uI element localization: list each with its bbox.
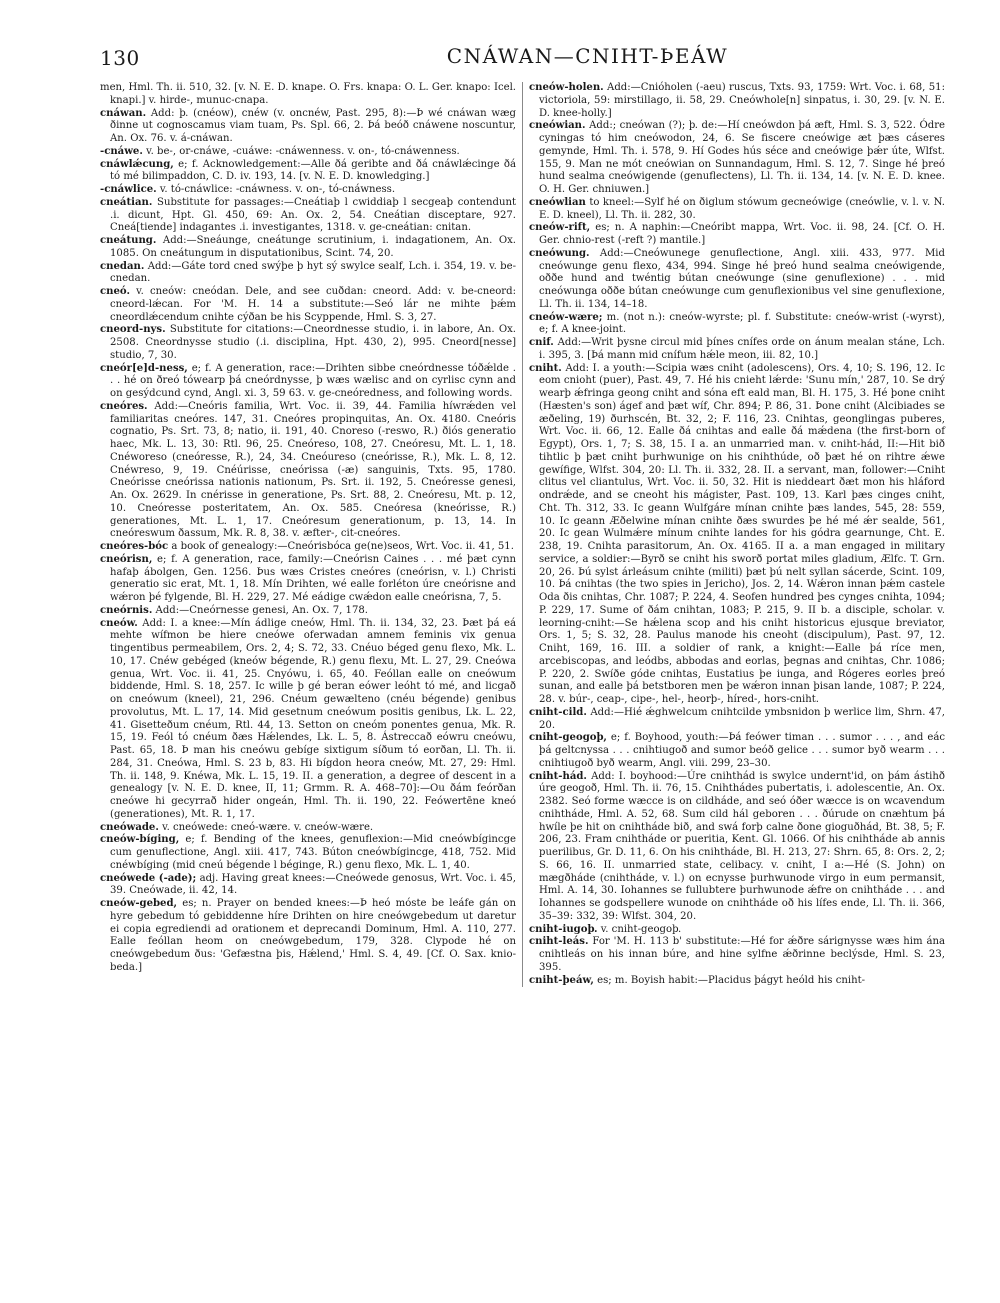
entry-headword: cniht-leás.: [528, 936, 589, 948]
entry-headword: cneówung.: [528, 247, 590, 259]
dictionary-entry: [529, 120, 945, 197]
entry-text: Add:—Cnióholen (-aeu) ruscus, Txts. 93, 1759: Wrt. Voc. i. 68, 51: victoriola, 59: mirstillago, ii. 58, 29. Cneówhole[n] sinpatus, i. 30, 29. [v. N. E. D. knee-holly.]: [538, 82, 945, 119]
entry-text: v. be-, or-cnáwe, -cuáwe: -cnáwenness. v. on-, tó-cnáwenness.: [146, 145, 460, 157]
entry-headword: cneord-nys.: [100, 324, 166, 336]
entry-headword: cneów-holen.: [528, 82, 604, 93]
entry-text: Add:—Hié ǽghwelcum cnihtcilde ymbsnidon þ werlice lim, Shrn. 47, 20.: [538, 706, 945, 731]
entry-headword: cniht-hád.: [528, 770, 587, 782]
entry-headword: cnedan.: [100, 260, 145, 272]
dictionary-entry: [529, 707, 945, 733]
dictionary-entry: [100, 898, 516, 975]
entry-headword: cneó.: [100, 286, 130, 297]
entry-headword: cniht-iugoþ.: [528, 923, 598, 935]
entry-headword: cniht-þeáw,: [528, 974, 594, 986]
entry-headword: cniht-cild.: [528, 706, 587, 718]
dictionary-entry: [100, 401, 516, 541]
entry-text: Add: I. a knee:—Mín ádlige cneów, Hml. Th. ii. 134, 32, 23. Þæt þá eá mehte wífmon be hiere cneówe oferwadan amnem feminis vix genua tingentibus permeabilem, Ors. 2, 4; S. 72, 33. Cnéuo béged genu flexo, Mk. L. 10, 17. Cnéw gebéged (kneów bégende, R.) genu flexu, Mt. L. 27, 29. Cneówa genua, Wrt. Voc. ii. 41, 25. Cnyówu, i. 65, 40. Feóllan ealle on cneówum biddende, Hml. S. 18, 257. Ic wille þ gé beran eówer leóht tó mé, and licgað on cneówum (kneel), 21, 296. Cnéum gewælteno (cnéu bégende) genibus provolutus, Mt. L. 17, 14. Mid gesetnum cneówum positis genibus, Lk. L. 22, 41. Gisetteðum cnéum, Rtl. 44, 13. Setton on cneóm ponentes genua, Mk. R. 15, 19. Feól tó cnéum ðæs Hǽlendes, Lk. L. 5, 8. Ástreccað eówru cneówu, Past. 65, 18. Þ man his cneówu gebíge sixtigum síðum tó eorðan, Ll. Th. ii. 284, 31. Cneówa, Hml. S. 23 b, 83. Hi bígdon heora cneów, Mt. 27, 29: Hml. Th. ii. 148, 9. Knéwa, Mk. L. 15, 19. II. a generation, a degree of descent in a genealogy [v. N. E. D. knee, II, 11; Grmm. R. A. 468–70]:—Ou ðám feórðan cneówe hi gecyrrað hider ongeán, Hml. Th. ii. 190, 22. Feówertēne kneó (generationes), Mt. R. 1, 17.: [110, 617, 517, 820]
entry-text: e; f. Acknowledgement:—Alle ðá geribte and ðá cnáwlǽcinge ðá tó mé bilimpaddon, C. D. iv. 193, 14. [v. N. E. D. knowledging.]: [110, 158, 517, 183]
running-head: CNÁWAN—CNIHT-ÞEÁW: [446, 44, 729, 68]
entry-headword: -cnáwe.: [100, 145, 143, 157]
entry-headword: cneów-wære;: [528, 311, 603, 323]
dictionary-entry: [100, 324, 516, 362]
dictionary-entry: [529, 771, 945, 924]
left-column: [100, 82, 516, 987]
entry-text: es; n. Prayer on bended knees:—Þ heó móste be leáfe gán on hyre gebedum tó gebiddenne híre Drihten on hire cneówgebedum ut daretur ei copia egrediendi ad orationem et deprecandi Dominum, Hml. A. 110, 277. Ealle feóllan heom on cneówgebedum, 179, 328. Clypode hé on cneówgebedum ðus: 'Gefæstna þis, Hǽlend,' Hml. S. 4, 49. [Cf. O. Sax. knio-beda.]: [110, 898, 517, 973]
entry-headword: cneórisn,: [100, 553, 153, 565]
dictionary-entry: [100, 197, 516, 235]
dictionary-entry: [529, 924, 945, 937]
entry-text: Add: I. boyhood:—Úre cnihthád is swylce undernt'id, on þám ástihð úre geogoð, Hml. Th. ii. 76, 15. Cnihthádes pubertatis, i. adolescentie, An. Ox. 2382. Seó forme wæcce is on cildháde, and seó óðer wæcce is on wcavendum cnihtháde, Hml. A. 52, 68. Sum cild hál geboren . . . ðúrude on cnæhtum þá hwíle þe hit on cnihtháde bið, and swá forþ calne ðone gioguðhád, Bt. 38, 5; F. 206, 23. Fram cnihtháde or pueritia, Kent. Gl. 1066. Of his cnihtháde ab annis puerilibus, Gr. D. 11, 6. On his cnihtháde, Bl. H. 213, 27: Shrn. 65, 8: Ors. 2, 2; S. 66, 16. II. unmarried state, celibacy. v. cniht, I a:—Hé (S. John) on mægðháde (cnihtháde, v. l.) on ecnysse þurhwunode virgo in eum permansit, Hml. A. 14, 30. Iohannes se fullubtere þurhwunode ǽfre on cnihtháde . . . and Iohannes se godspellere wunode on cnihtháde oð his lífes ende, Ll. Th. ii. 366, 35–39: 332, 39: Wlfst. 304, 20.: [538, 770, 945, 922]
entry-text: Add:—Writ þysne circul mid þínes cnífes orde on ánum mealan stáne, Lch. i. 395, 3. [Þá mann mid cnífum hǽle meon, iii. 82, 10.]: [538, 337, 945, 361]
entry-headword: cneóres.: [100, 400, 148, 412]
entry-headword: cneór[e]d-ness,: [100, 362, 188, 374]
entry-headword: cneórnis.: [100, 604, 153, 616]
right-column: [529, 82, 945, 987]
entry-headword: cneátung.: [100, 235, 157, 246]
entry-text: Add: þ. (cnéow), cnéw (v. oncnéw, Past. 295, 8):—Þ wé cnáwan wæg ðinne ut cognoscamus viam tuam, Ps. Spl. 66, 2. Þá beóð cnáwene noscuntur, An. Ox. 76. v. á-cnáwan.: [110, 107, 517, 144]
dictionary-entry: [100, 834, 516, 872]
entry-headword: cneóres-bóc: [100, 541, 169, 552]
entry-headword: cneów-rift,: [528, 222, 591, 234]
entry-text: For 'M. H. 113 b' substitute:—Hé for ǽðre sárignysse wæs him ána cnihtleás on his innan búre, and hine sylfne ǽðrinne beclýsde, Hml. S. 23, 395.: [538, 936, 945, 973]
column-divider: [522, 82, 523, 987]
entry-text: Add:; cneówan (?); þ. de:—Hí cneówdon þá æft, Hml. S. 3, 522. Ódre cyningas tó him cneówodon, 24, 6. Se fiscere cneówige æt þæs cáseres gemynde, Hml. Th. i. 578, 9. Hí Godes hús séce and cneówige þǽr úte, Wlfst. 155, 9. Man ne mót cneówian on Sunnandagum, Hml. S. 12, 7. Singe hé þreó hund sealma cneówigende (genuflectens), Ll. Th. ii. 134, 14. [v. N. E. D. knee. O. H. Ger. chniuwen.]: [538, 120, 945, 195]
dictionary-entry: [529, 222, 945, 248]
entry-headword: cneátian.: [100, 196, 153, 208]
entry-text: Add:—Cneóris familia, Wrt. Voc. ii. 39, 44. Familia híwrǽden vel familiaritas cneóres. 147, 31. Cneóres propinquitas, An. Ox. 4180. Cneóris cognatio, Ps. Srt. 73, 8; natio, ii. 191, 40. Cnoreso (-reswo, R.) ðiós generatio haec, Mk. L. 13, 30: Rtl. 96, 25. Cneóreso, 108, 27. Cneóresu, Mt. L. 1, 18. Cnéworeso (cneóresse, R.), 24, 34. Cneóureso (cneórisse, R.), Mk. L. 8, 12. Cnéwreso, 9, 19. Cnéúrisse, cneórissa (-æ) sanguinis, Txts. 95, 1780. Cneórisse cneórissa nationis nationum, Ps. Srt. ii. 192, 5. Cneóresse genesi, An. Ox. 2629. In cnérisse in generatione, Ps. Srt. 88, 2. Cneóresu, Mt. p. 12, 10. Cneóresse posteritatem, An. Ox. 585. Cneóresa (kneórisse, R.) generationes, Mt. L. 1, 17. Cneóresum generationum, p. 13, 14. In cneóreswum ðassum, Mk. R. 8, 38. v. æfter-, cit-cneóres.: [110, 400, 517, 540]
dictionary-entry: [529, 337, 945, 363]
entry-text: Substitute for passages:—Cneátiaþ l cwiddiaþ l secgeaþ contendunt .i. dicunt, Hpt. Gl. 450, 69: An. Ox. 2, 54. Cneátian disceptare, 927. Cneá[tiende] indagantes .i. investigantes, 1318. v. ge-cneátian: cnitan.: [110, 196, 517, 234]
dictionary-entry: [100, 605, 516, 618]
entry-headword: cneów-gebed,: [100, 898, 178, 909]
entry-text: men, Hml. Th. ii. 510, 32. [v. N. E. D. knape. O. Frs. knapa: O. L. Ger. knapo: Icel. knapi.] v. hirde-, munuc-cnapa.: [100, 82, 517, 106]
entry-text: to kneel:—Sylf hé on ðiglum stówum gecneówige (cneówlie, v. l. v. N. E. D. kneel), Ll. Th. ii. 282, 30.: [538, 196, 945, 221]
entry-text: e; f. A generation, race:—Drihten sibbe cneórdnesse tóðǽlde . . . hé on ðreó tówearp þá cneórdnysse, þ wæs wælisc and on cyrlisc cynn and on gesýdcund cynd, Angl. xi. 3, 59 63. v. ge-cneóredness, and following words.: [110, 362, 517, 399]
dictionary-entry: [529, 312, 945, 338]
dictionary-entry: [100, 822, 516, 835]
dictionary-entry: [100, 108, 516, 146]
page-header: [100, 40, 945, 74]
dictionary-entry: [100, 873, 516, 899]
dictionary-entry: [100, 618, 516, 822]
entry-text: Add: I. a youth:—Scipia wæs cniht (adolescens), Ors. 4, 10; S. 196, 12. Ic eom cnioht (puer), Past. 49, 7. Hé his cnieht lǽrde: 'Sunu mín,' 287, 10. Se drý wearþ ǽfringa geong cniht and sóna eft eald man, Bl. H. 175, 3. Hé þone cniht (Hæsten's son) ágef and þæt wíf, Chr. 894; P. 86, 31. Þone cniht (Alcibiades se æðeling, 19) ðurhscén, Bt. 32, 2; F. 116, 23. Cnihtas, geonglingas puberes, Wrt. Voc. ii. 66, 12. Ealle ðá cnihtas and ealle ðá mǽdena (the first-born of Egypt), Ors. 1, 7; S. 38, 15. I a. an unmarried man. v. cniht-hád, II:—Hit bið tihtlic þ þæt cniht þurhwunige on his cnihthúde, oð þæt hé on rihtre ǽwe gewífige, Wlfst. 304, 20: Ll. Th. ii. 332, 28. II. a servant, man, follower:—Cniht clitus vel cliantulus, Wrt. Voc. ii. 50, 32. Hit is nieddeart ðæt mon his hláford ondrǽde, and se cneoht his mágister, Past. 109, 13. Karl þæs cinges cniht, Cht. Th. 312, 33. Ic geann Wulfgáre mínan cnihte þæs landes, 545, 28: 559, 10. Ic geann Æðelwine mínan cnihte ðæs swurdes þe hé mé ǽr sealde, 561, 20. Ic gean Wulmǽre mínum cnihte landes for his gódra gearnunge, Cht. E. 238, 19. Cnihta parasitorum, An. Ox. 4165. II a. a man engaged in military service, a soldier:—Byrð se cniht his sworð portat miles gladium, Ælfc. T. Grn. 20, 26. Þú sylst árleásum cnihte (militi) þæt þú nelt syllan sácerde, Scint. 109, 10. Þá cnihtas (the two spies in Jericho), Jos. 2, 14. Wǽron innan þǽm castele Oda ðis cnihtas, Chr. 1087; P. 224, 4. Seofen hundred þes cynges cnihta, 1094; P. 229, 17. Sume of ðám cnihtan, 1083; P. 215, 9. II b. a disciple, scholar. v. leorning-cniht:—Se hǽlena scop and his cniht historicus ejusque breviator, Ors. 1, 5; S. 32, 28. Paulus manode his cneoht (discipulum), Past. 97, 12. Cniht, 169, 16. III. a soldier of rank, a knight:—Ealle þá ríce men, arcebiscopas, and leódbs, abbodas and eorlas, þegnas and cnihtas, Chr. 1086; P. 220, 2. Swíðe góde cnihtas, Eustatius þe iunga, and Rógeres eorles þreó sunan, and ealle þá betstboren men þe wǽron innan þisan lande, 1087; P. 224, 28. v. búr-, ceap-, cipe-, hel-, heorþ-, híred-, hors-cniht.: [538, 362, 945, 705]
entry-text: m. (not n.): cneów-wyrste; pl. f. Substitute: cneów-wrist (-wyrst), e; f. A knee-joint.: [538, 311, 945, 336]
dictionary-entry: [529, 975, 945, 988]
dictionary-entry: [100, 363, 516, 401]
entry-headword: cniht-geogoþ,: [528, 732, 607, 744]
entry-headword: cnif.: [528, 337, 554, 348]
dictionary-entry: [100, 235, 516, 261]
dictionary-entry: [529, 363, 945, 707]
entry-text: a book of genealogy:—Cneórisbóca ge(ne)seos, Wrt. Voc. ii. 41, 51.: [171, 541, 514, 552]
entry-headword: cnáwlǽcung,: [100, 158, 174, 170]
entry-text: Add:—Cneórnesse genesi, An. Ox. 7, 178.: [155, 604, 369, 616]
dictionary-entry: [100, 184, 516, 197]
entry-text: e; f. Boyhood, youth:—Þá feówer timan . . . sumor . . . , and eác þá geltcnyssa . . . cnihtiugoð and sumor beóð gelice . . . sumor byð wearm . . . cnihtiugoð byð wearm, Angl. viii. 299, 23–30.: [538, 732, 945, 769]
entry-text: e; f. A generation, race, family:—Cneórisn Caines . . . mé þæt cynn hafaþ ábolgen, Gen. 1256. Þus wæs Cristes cneóres (cneórisn, v. l.) Christi generatio sic erat, Mt. 1, 18. Mín Drihten, wé ealle forléton úre cneórisne and wǽron þé fylgende, Bl. H. 229, 27. Mé eádige cwǽdon ealle cneórisna, 7, 5.: [110, 553, 517, 603]
entry-headword: -cnáwlice.: [100, 184, 157, 195]
entry-headword: cneówlian: [528, 196, 586, 208]
columns: [100, 82, 945, 987]
entry-text: e; f. Bending of the knees, genuflexion:—Mid cneówbígincge cum genuflectione, Angl. xiii. 417, 743. Búton cneówbígincge, 418, 752. Mid cnéwbíging (mid cneú bégende l béginge, R.) genu flexo, Mk. L. 1, 40.: [110, 834, 517, 871]
entry-text: es; n. A naphin:—Cneóribt mappa, Wrt. Voc. ii. 98, 24. [Cf. O. H. Ger. chnio-rest (-reft ?) mantile.]: [538, 222, 945, 246]
entry-text: Add:—Sneáunge, cneátunge scrutinium, i. indagationem, An. Ox. 1085. On cneátungum in disputationibus, Scint. 74, 20.: [110, 235, 517, 259]
dictionary-entry: [100, 159, 516, 185]
entry-headword: cneówian.: [528, 120, 586, 132]
entry-text: v. cneów: cneódan. Dele, and see cuðdan: cneord. Add: v. be-cneord: cneord-lǽcan. For 'M. H. 14 a substitute:—Seó lár ne mihte þǽm cneordlǽcendum cnihte cýðan be his Scyppende, Hml. S. 3, 27.: [110, 286, 517, 323]
entry-headword: cnáwan.: [100, 107, 147, 119]
entry-headword: cneówede (-ade);: [100, 872, 197, 884]
dictionary-entry: [529, 248, 945, 312]
dictionary-entry: [529, 197, 945, 223]
entry-headword: cniht.: [528, 362, 562, 374]
dictionary-entry: [100, 82, 516, 108]
entry-headword: cneów.: [100, 617, 138, 629]
entry-text: v. tó-cnáwlice: -cnáwness. v. on-, tó-cnáwness.: [159, 184, 396, 195]
dictionary-entry: [100, 286, 516, 324]
entry-text: Add:—Gáte tord cned swýþe þ hyt sý swylce sealf, Lch. i. 354, 19. v. be-cnedan.: [110, 260, 516, 285]
entry-text: Substitute for citations:—Cneordnesse studio, i. in labore, An. Ox. 2508. Cneordnysse studio (.i. disciplina, Hpt. 430, 2), 995. Cneord[nesse] studio, 7, 30.: [110, 324, 517, 361]
dictionary-entry: [529, 936, 945, 974]
dictionary-entry: [100, 541, 516, 554]
entry-text: es; m. Boyish habit:—Placidus þágyt heóld his cniht-: [597, 974, 866, 986]
entry-text: adj. Having great knees:—Cneówede genosus, Wrt. Voc. i. 45, 39. Cneówade, ii. 42, 14.: [110, 872, 517, 897]
dictionary-entry: [100, 261, 516, 287]
dictionary-entry: [100, 554, 516, 605]
dictionary-entry: [529, 82, 945, 120]
page-number: 130: [100, 46, 140, 70]
entry-text: Add:—Cneówunege genuflectione, Angl. xiii. 433, 977. Mid cneówunge genu flexo, 434, 994. Singe hé þreó hund sealma cneówigende, oððe hund and twéntig bútan cneówunge (sine genuflexione) . . . mid cneówunga oððe bútan cneówunge cum genuflexionibus vel sine genuflexione, Ll. Th. ii. 134, 14–18.: [538, 247, 945, 310]
entry-headword: cneów-bíging,: [100, 834, 180, 846]
dictionary-entry: [529, 732, 945, 770]
entry-headword: cneówade.: [100, 821, 159, 833]
dictionary-entry: [100, 146, 516, 159]
entry-text: v. cniht-geogoþ.: [600, 923, 682, 935]
entry-text: v. cneówede: cneó-wære. v. cneów-wære.: [162, 821, 374, 833]
